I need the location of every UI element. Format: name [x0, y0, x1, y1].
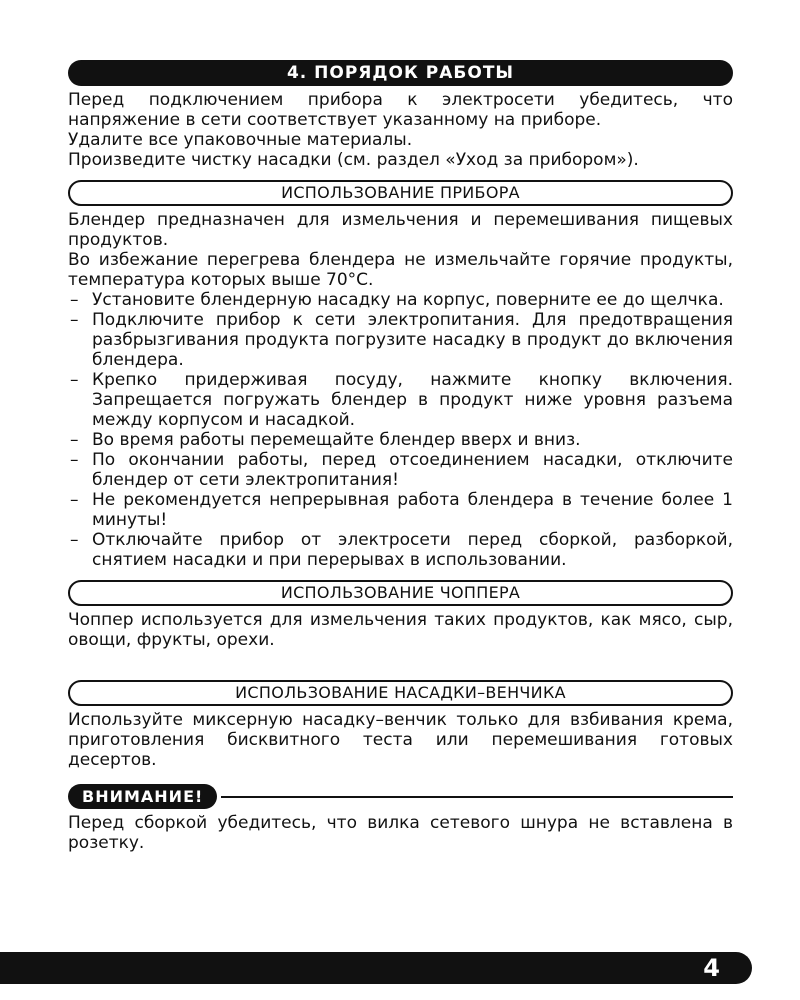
- footer-bar: [0, 952, 752, 984]
- warning-divider: [221, 796, 733, 798]
- warning-header: [68, 784, 733, 809]
- intro-paragraph-2: Удалите все упаковочные материалы.: [68, 130, 413, 150]
- list-item: – Отключайте прибор от электросети перед сборкой, разборкой, снятием насадки и при перерывах в использовании.: [68, 530, 733, 570]
- warning-paragraph: Перед сборкой убедитесь, что вилка сетевого шнура не вставлена в розетку.: [68, 813, 733, 853]
- list-item: – Подключите прибор к сети электропитания. Для предотвращения разбрызгивания продукта погрузите насадку в продукт до включения блендера.: [68, 310, 733, 370]
- section-title: 4. ПОРЯДОК РАБОТЫ: [68, 60, 733, 86]
- chopper-paragraph: Чоппер используется для измельчения таких продуктов, как мясо, сыр, овощи, фрукты, орехи.: [68, 610, 733, 650]
- manual-page: [68, 60, 733, 853]
- list-item: – Установите блендерную насадку на корпус, поверните ее до щелчка.: [68, 290, 733, 310]
- list-item: – По окончании работы, перед отсоединением насадки, отключите блендер от сети электропитания!: [68, 450, 733, 490]
- intro-paragraph-3: Произведите чистку насадки (см. раздел «Уход за прибором»).: [68, 150, 639, 170]
- page-number: 4: [703, 954, 720, 982]
- list-item: – Крепко придерживая посуду, нажмите кнопку включения. Запрещается погружать блендер в продукт ниже уровня разъема между корпусом и насадкой.: [68, 370, 733, 430]
- blender-paragraph-1: Блендер предназначен для измельчения и перемешивания пищевых продуктов.: [68, 210, 733, 250]
- intro-paragraph-1: Перед подключением прибора к электросети убедитесь, что напряжение в сети соответствует указанному на приборе.: [68, 90, 733, 130]
- blender-paragraph-2: Во избежание перегрева блендера не измельчайте горячие продукты, температура которых выше 70°С.: [68, 250, 733, 290]
- list-item: – Во время работы перемещайте блендер вверх и вниз.: [68, 430, 733, 450]
- list-item: – Не рекомендуется непрерывная работа блендера в течение более 1 минуты!: [68, 490, 733, 530]
- blender-steps-list: [68, 290, 733, 570]
- blender-usage-heading: ИСПОЛЬЗОВАНИЕ ПРИБОРА: [68, 180, 733, 206]
- chopper-usage-heading: ИСПОЛЬЗОВАНИЕ ЧОППЕРА: [68, 580, 733, 606]
- whisk-paragraph: Используйте миксерную насадку–венчик только для взбивания крема, приготовления бисквитного теста или перемешивания готовых десертов.: [68, 710, 733, 770]
- whisk-usage-heading: ИСПОЛЬЗОВАНИЕ НАСАДКИ–ВЕНЧИКА: [68, 680, 733, 706]
- warning-badge: ВНИМАНИЕ!: [68, 784, 217, 809]
